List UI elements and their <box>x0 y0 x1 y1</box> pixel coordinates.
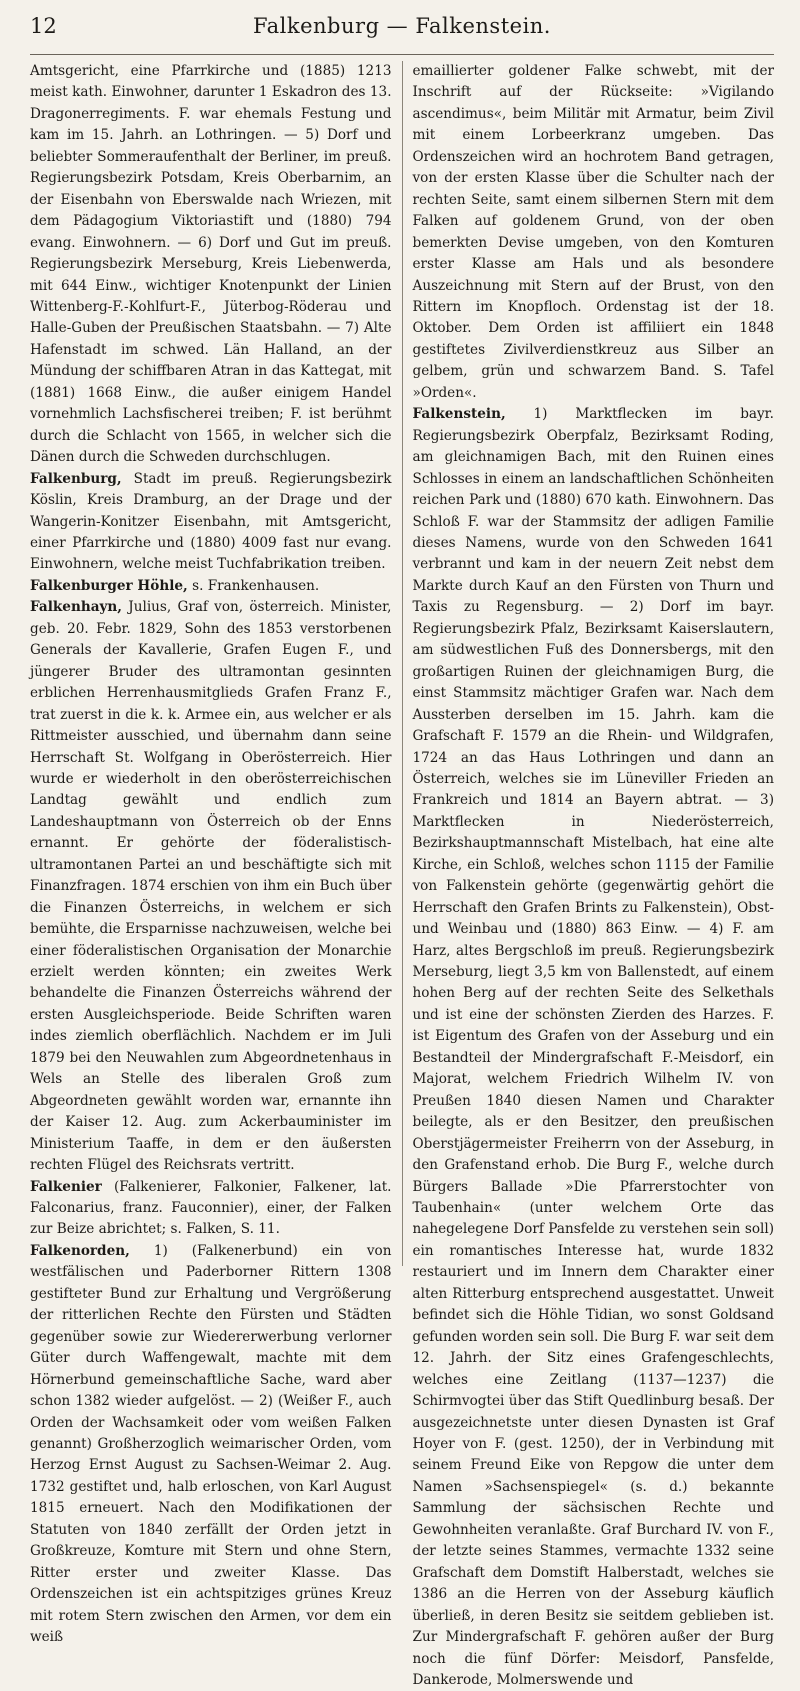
entry-headword: Falkenorden, <box>30 1242 130 1259</box>
entry-text: emaillierter goldener Falke schwebt, mit der Inschrift auf der Rückseite: »Vigilando ascendimus«, beim Militär mit Armatur, beim Zivil mit einem Lorbeerkranz umgeben. Das Ordenszeichen wird an hochrotem Band getragen, von der ersten Klasse über die Schulter nach der rechten Seite, samt einem silbernen Stern mit dem Falken auf goldenem Grund, von der oben bemerkten Devise umgeben, von den Komturen erster Klasse am Hals und als besondere Auszeichnung mit Stern auf der Brust, von den Rittern im Knopfloch. Ordenstag ist der 18. Oktober. Dem Orden ist affiliiert ein 1848 gestiftetes Zivilverdienstkreuz aus Silber an gelbem, grün und schwarzem Band. S. Tafel »Orden«. <box>412 63 775 401</box>
entry-continuation <box>30 61 392 469</box>
page-number: 12 <box>30 14 57 38</box>
entry-headword: Falkenburg, <box>30 470 122 487</box>
entry-headword: Falkenhayn, <box>30 599 123 616</box>
entry-text: 1) Marktflecken im bayr. Regierungsbezirk Oberpfalz, Bezirksamt Roding, am gleichnamigen Bach, mit den Ruinen eines Schlosses in einem an landschaftlichen Schönheiten reichen Park und (1880) 670 kath. Einwohnern. Das Schloß F. war der Stammsitz der adligen Familie dieses Namens, wurde von den Schweden 1641 verbrannt und kam in der neuern Zeit nebst dem Markte durch Kauf an den Fürsten von Thurn und Taxis zu Regensburg. — 2) Dorf im bayr. Regierungsbezirk Pfalz, Bezirksamt Kaiserslautern, am südwestlichen Fuß des Donnersbergs, mit den großartigen Ruinen der gleichnamigen Burg, die einst Stammsitz mächtiger Grafen war. Nach dem Aussterben derselben im 15. Jahrh. kam die Grafschaft F. 1579 an die Rhein- und Wildgrafen, 1724 an das Haus Lothringen und dann an Österreich, welches sie im Lüneviller Frieden an Frankreich und 1814 an Bayern abtrat. — 3) Marktflecken in Niederösterreich, Bezirkshauptmannschaft Mistelbach, hat eine alte Kirche, ein Schloß, welches schon 1115 der Familie von Falkenstein gehörte (gegenwärtig gehört die Herrschaft den Grafen Brints zu Falkenstein), Obst- und Weinbau und (1880) 863 Einw. — 4) F. am Harz, altes Bergschloß im preuß. Regierungsbezirk Merseburg, liegt 3,5 km von Ballenstedt, auf einem hohen Berg auf der rechten Seite des Selkethals und ist eine der schönsten Zierden des Harzes. F. ist Eigentum des Grafen von der Asseburg und ein Bestandteil der Mindergrafschaft F.-Meisdorf, ein Majorat, welchem Friedrich Wilhelm IV. von Preußen 1840 diesen Namen und Charakter beilegte, als er den Besitzer, den preußischen Oberstjägermeister Freiherrn von der Asseburg, in den Grafenstand erhob. Die Burg F., welche durch Bürgers Ballade »Die Pfarrerstochter von Taubenhain« (unter welchem Orte das nahegelegene Dorf Pansfelde zu verstehen sein soll) ein romantisches Interesse hat, wurde 1832 restauriert und im Innern dem Charakter einer alten Ritterburg entsprechend ausgestattet. Unweit befindet sich die Höhle Tidian, wo sonst Goldsand gefunden worden sein soll. Die Burg F. war seit dem 12. Jahrh. der Sitz eines Grafengeschlechts, welches eine Zeitlang (1137—1237) die Schirmvogtei über das Stift Quedlinburg besaß. Der ausgezeichnetste unter diesen Dynasten ist Graf Hoyer von F. (gest. 1250), der in Verbindung mit seinem Freund Eike von Repgow die unter dem Namen »Sachsenspiegel« (s. d.) bekannte Sammlung der sächsischen Rechte und Gewohnheiten veranlaßte. Graf Burchard IV. von F., der letzte seines Stammes, vermachte 1332 seine Grafschaft dem Domstift Halberstadt, welches sie 1386 an die Herren von der Asseburg käuflich überließ, in deren Besitz sie seitdem geblieben ist. Zur Mindergrafschaft F. gehören außer der Burg noch die fünf Dörfer: Meisdorf, Pansfelde, Dankerode, Molmerswende und <box>412 406 775 1688</box>
page-header <box>30 14 774 55</box>
dictionary-entry <box>30 597 392 1176</box>
entry-headword: Falkenier <box>30 1178 102 1195</box>
dictionary-entry <box>30 1241 392 1649</box>
dictionary-entry <box>30 469 392 576</box>
entry-headword: Falkenburger Höhle, <box>30 577 188 594</box>
page-title: Falkenburg — Falkenstein. <box>253 14 551 38</box>
text-columns <box>30 61 775 1688</box>
dictionary-entry <box>413 404 775 1691</box>
entry-continuation <box>413 61 775 404</box>
dictionary-entry <box>30 1177 392 1241</box>
entry-text: (Falkenierer, Falkonier, Falkener, lat. Falconarius, franz. Fauconnier), einer, der Falken zur Beize abrichtet; s. Falken, S. 11. <box>30 1178 392 1238</box>
entry-text: Stadt im preuß. Regierungsbezirk Köslin, Kreis Dramburg, an der Drage und der Wangerin-Konitzer Eisenbahn, mit Amtsgericht, einer Pfarrkirche und (1880) 4009 fast nur evang. Einwohnern, welche meist Tuchfabrikation treiben. <box>30 470 392 573</box>
dictionary-entry <box>30 576 392 597</box>
entry-text: 1) (Falkenerbund) ein von westfälischen und Paderborner Rittern 1308 gestifteter Bund zur Erhaltung und Vergrößerung der ritterlichen Rechte den Fürsten und Städten gegenüber sowie zur Wiedererwerbung verlorner Güter durch Waffengewalt, machte mit dem Hörnerbund gemeinschaftliche Sache, ward aber schon 1382 wieder aufgelöst. — 2) (Weißer F., auch Orden der Wachsamkeit oder vom weißen Falken genannt) Großherzoglich weimarischer Orden, vom Herzog Ernst August zu Sachsen-Weimar 2. Aug. 1732 gestiftet und, halb erloschen, von Karl August 1815 erneuert. Nach den Modifikationen der Statuten von 1840 zerfällt der Orden jetzt in Großkreuze, Komture mit Stern und ohne Stern, Ritter erster und zweiter Klasse. Das Ordenszeichen ist ein achtspitziges grünes Kreuz mit rotem Stern zwischen den Armen, vor dem ein weiß <box>30 1242 392 1646</box>
right-column <box>403 61 775 1688</box>
entry-text: Amtsgericht, eine Pfarrkirche und (1885) 1213 meist kath. Einwohner, darunter 1 Eskadron des 13. Dragonerregiments. F. war ehemals Festung und kam im 15. Jahrh. an Lothringen. — 5) Dorf und beliebter Sommeraufenthalt der Berliner, im preuß. Regierungsbezirk Potsdam, Kreis Oberbarnim, an der Eisenbahn von Eberswalde nach Wriezen, mit dem Pädagogium Viktoriastift und (1880) 794 evang. Einwohnern. — 6) Dorf und Gut im preuß. Regierungsbezirk Merseburg, Kreis Liebenwerda, mit 644 Einw., wichtiger Knotenpunkt der Linien Wittenberg-F.-Kohlfurt-F., Jüterbog-Röderau und Halle-Guben der Preußischen Staatsbahn. — 7) Alte Hafenstadt im schwed. Län Halland, an der Mündung der schiffbaren Atran in das Kattegat, mit (1881) 1668 Einw., die außer einigem Handel vornehmlich Lachsfischerei treiben; F. ist berühmt durch die Schlacht von 1565, in welcher sich die Dänen durch die Schweden durchschlugen. <box>30 63 392 466</box>
entry-headword: Falkenstein, <box>412 406 506 423</box>
left-column <box>30 61 402 1646</box>
entry-text: Julius, Graf von, österreich. Minister, geb. 20. Febr. 1829, Sohn des 1853 verstorbenen Generals der Kavallerie, Grafen Eugen F., und jüngerer Bruder des ultramontan gesinnten erblichen Herrenhausmitglieds Grafen Franz F., trat zuerst in die k. k. Armee ein, aus welcher er als Rittmeister ausschied, und übernahm dann seine Herrschaft St. Wolfgang in Oberösterreich. Hier wurde er wiederholt in den oberösterreichischen Landtag gewählt und endlich zum Landeshauptmann von Österreich ob der Enns ernannt. Er gehörte der föderalistisch-ultramontanen Partei an und beschäftigte sich mit Finanzfragen. 1874 erschien von ihm ein Buch über die Finanzen Österreichs, in welchem er sich bemühte, die Ersparnisse nachzuweisen, welche bei einer föderalistischen Organisation der Monarchie erzielt werden könnten; ein zweites Werk behandelte die Finanzen Österreichs während der ersten Ausgleichsperiode. Beide Schriften waren indes ziemlich oberflächlich. Nachdem er im Juli 1879 bei den Neuwahlen zum Abgeordnetenhaus in Wels an Stelle des liberalen Groß zum Abgeordneten gewählt worden war, ernannte ihn der Kaiser 12. Aug. zum Ackerbauminister im Ministerium Taaffe, in dem er den äußersten rechten Flügel des Reichsrats vertritt. <box>30 599 392 1174</box>
entry-text: s. Frankenhausen. <box>187 577 320 594</box>
